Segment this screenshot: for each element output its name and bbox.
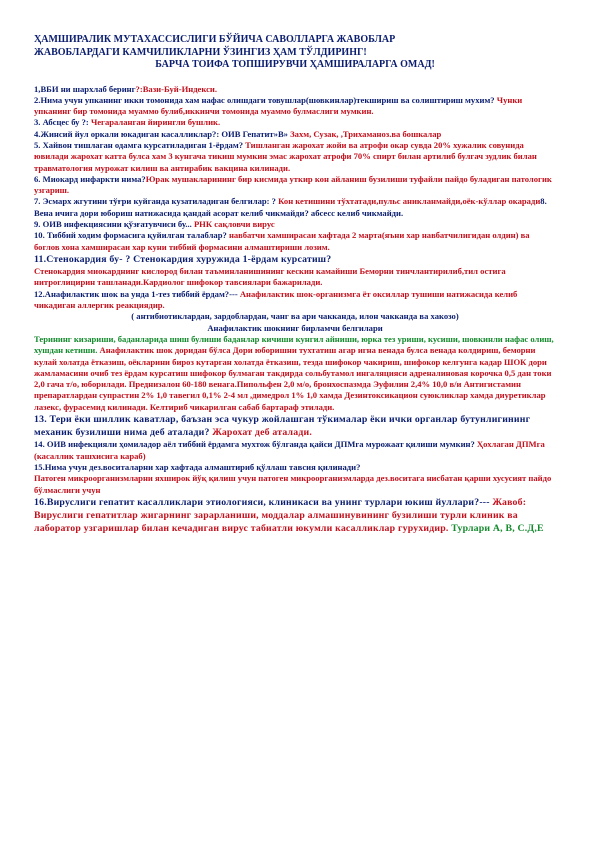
- question-15: 15.Нима учун дез.воситаларни хар хафтада алмаштириб қўллаш тавсия қилинади?: [34, 462, 361, 473]
- question-10: 10. Тиббий ходим формасига қуйилган талаблар? навбатчи хамширасаи хафтада 2 марта(яъни хар навбатчилигидан олдин) ва боглов хона хамширасаи хар куни тиббий формасини алмаштириши лозим.: [34, 230, 530, 252]
- question-7: 7. Эсмарх жгутини тўғри куйганда кузатиладиган белгилар: ? Кон кетишини тўхтатади,пульс аникланмайди,оёк-кўллар окаради8. Вена ичига дори юбориш натижасида қандай асорат келиб чикмайди? абсесс келиб чикмайди.: [34, 196, 547, 218]
- question-16: 16.Вируслиги гепатит касалликлари этиологияси, клиникаси ва унинг турлари юкиш йуллари?--- Жавоб: Вируслиги гепатитлар жигарнинг зарарланиши, моддалар алмашинувининг бузилиши турли клиник ва лаборатор узгаришлар билан кечадиган вирус табиатли юкумли касалликлар гурухидир. Турлари А, В, С.Д,Е: [34, 496, 544, 535]
- question-11: 11.Стенокардия бу- ? Стенокардия хуружида 1-ёрдам курсатиш?: [34, 253, 332, 265]
- answer-12: Анафилактик шок-организмга ёт оксиллар тушиши натижасида келиб чикадиган аллергик реакциядир.: [34, 288, 518, 311]
- question-12: 12.Анафилактик шок ва унда 1-тез тиббий ёрдам?--- Анафилактик шок-организмга ёт оксиллар тушиши натижасида келиб чикадиган аллергик реакциядир.: [34, 288, 518, 311]
- anaphylaxis-symptoms: Терининг кизариши, баданларида шиш булиши баданлар кичиши кунгил айниши, юрка тез уриши, кусиши, шовкинли нафас олиш, хушдан кетиши. Анафилактик шок доридан бўлса Дори юборишни тухтатиш агар игна венада булса венада колдириш, беморни кулай холатда ётказиш, оёкларини бироз кутарган холатда ётказиш, тезда шифокор чакириш, шифокор келгунга кадар ШОК дори жамламасини очиб тез ёрдам курсатиш шифокор булмаган такдирда сольбутамол ингаляцияси адреналиновая корочка 0,5 дан токи 2,0 гача т/о, юборилади. Преднизалон 60-180 венага.Пипольфен 2,0 м/о, бронхоспазмда Эуфилин 2,4% 10,0 в/и Антигистамин препаратлардан супрастин 2% 1,0 тавегил 0,1% 2-4 мл ,димедрол 1% 1,0 хамда Дезинтоксикацион суюкликлар хамда диуретиклар лазекс, фурасемид килинади. Келтириб чикарилган сабаб бартараф этилади.: [34, 333, 554, 412]
- answer-14: Ҳохлаган ДПМга (касаллик ташхисига караб): [34, 439, 545, 461]
- answer-4: Захм, Сузак, ,Трихаманоз.ва бошкалар: [290, 128, 442, 139]
- question-4: 4.Жинсий йул оркали юкадиган касалликлар?: ОИВ Гепатит»В» Захм, Сузак, ,Трихаманоз.ва бошкалар: [34, 128, 442, 139]
- header-line-1: ҲАМШИРАЛИК МУТАХАССИСЛИГИ БЎЙИЧА САВОЛЛАРГА ЖАВОБЛАР: [34, 34, 396, 45]
- anaphylaxis-care: Дори юборишни тухтатиш агар игна венада булса венада колдириш, беморни кулай холатда ётказиш, оёкларини бироз кутарган холатда ётказиш, тезда шифокор чакириш, шифокор келгунга кадар ШОК дори жамламасини очиб тез ёрдам курсатиш шифокор булмаган такдирда сольбутамол ингаляцияси адреналиновая корочка 0,5 дан токи 2,0 гача т/о, юборилади. Преднизалон 60-180 венага.Пипольфен 2,0 м/о, бронхоспазмда Эуфилин 2,4% 10,0 в/и Антигистамин препаратлардан супрастин 2% 1,0 тавегил 0,1% 2-4 мл ,димедрол 1% 1,0 хамда Дезинтоксикацион суюкликлар хамда диуретиклар лазекс, фурасемид килинади. Келтириб чикарилган сабаб бартараф этилади.: [34, 345, 552, 412]
- question-9: 9. ОИВ инфекциясини қўзғатувчиси бу... РНК сақловчи вирус: [34, 219, 275, 230]
- answer-15: Патоген микроорганизмларни яхширок йўқ қилиш учун патоген микроорганизмларда дез.воситага нисбатан қарши хусусият пайдо бўлмаслиги учун: [34, 473, 552, 495]
- question-13: 13. Тери ёки шиллик каватлар, баъзан эса чукур жойлашган тўкималар ёки ички органлар бутунлигининг механик бузилиши нима деб аталади? Жарохат деб аталади.: [34, 414, 531, 439]
- document-header: [34, 34, 556, 72]
- answer-6: Юрак мушакларининг бир кисмида уткир кон айланиш бузилиши туфайли пайдо буладиган патологик узгариш.: [34, 173, 552, 196]
- answer-2: Чунки упканинг бир томонида муаммо булиб,иккинчи томонида муаммо булмаслиги мумкин.: [34, 94, 523, 117]
- answer-3: Чегараланган йирингли бушлик.: [90, 117, 221, 128]
- question-14: 14. ОИВ инфекцияли ҳомиладор аёл тиббий ёрдамга мухтож бўлганда қайси ДПМга мурожаат қилиши мумкин? Ҳохлаган ДПМга (касаллик ташхисига караб): [34, 439, 545, 461]
- answer-1: Вази-Буй-Индекси.: [142, 83, 218, 94]
- question-5: 5. Хайвон тишлаган одамга курсатиладиган 1-ёрдам? Тишланган жарохат жойи ва атрофи окар сувда 20% хужалик совунида ювилади жарохат катта булса хам 3 кунгача тикиш мумкин эмас жарохат атрофи 70% спирт билан артилиб булгач зудлик билан травматология мурожат килиш ва антирабик вакцина килинади.: [34, 139, 537, 173]
- question-3: 3. Абсцеc бу ?: Чегараланган йирингли бушлик.: [34, 117, 221, 128]
- answer-7: Кон кетишини тўхтатади,пульс аникланмайди,оёк-кўллар окаради: [278, 196, 541, 207]
- answer-13: Жарохат деб аталади.: [212, 427, 312, 439]
- anaphylaxis-symptoms-title: Анафилактик шокнинг бирламчи белгилари: [207, 322, 383, 333]
- question-6: 6. Миокард инфаркти нима?Юрак мушакларининг бир кисмида уткир кон айланиш бузилиши туфайли пайдо буладиган патологик узгариш.: [34, 173, 552, 196]
- header-line-2: ЖАВОБЛАРДАГИ КАМЧИЛИКЛАРНИ ЎЗИНГИЗ ҲАМ ТЎЛДИРИНГ!: [34, 46, 367, 58]
- answer-16: Жавоб: Вируслиги гепатитлар жигарнинг зарарланиши, моддалар алмашинувининг бузилиши турли клиник ва лаборатор узгаришлар билан кечадиган вирус табиатли юкумли касалликлар гурухидир.: [34, 496, 527, 535]
- hepatitis-types: Турлари А, В, С.Д,Е: [451, 523, 544, 535]
- answer-5: Тишланган жарохат жойи ва атрофи окар сувда 20% хужалик совунида ювилади жарохат катта булса хам 3 кунгача тикиш мумкин эмас жарохат атрофи 70% спирт билан артилиб булгач зудлик билан травматология мурожат килиш ва антирабик вакцина килинади.: [34, 139, 537, 173]
- answer-9: РНК сақловчи вирус: [193, 219, 275, 230]
- anaphylaxis-care-heading: Анафилактик шок доридан бўлса: [99, 345, 231, 356]
- question-2: 2.Нима учун упканинг икки томонида хам нафас олишдаги товушлар(шовкинлар)текшириш ва солиштириш мухим? Чунки упканинг бир томонида муаммо булиб,иккинчи томонида муаммо булмаслиги мумкин.: [34, 94, 523, 117]
- question-8: 8. Вена ичига дори юбориш натижасида қандай асорат келиб чикмайди? абсесс келиб чикмайди.: [34, 196, 547, 218]
- question-1: 1,ВБИ ни шархлаб беринг?:Вази-Буй-Индекси.: [34, 83, 218, 94]
- answer-10: навбатчи хамширасаи хафтада 2 марта(яъни хар навбатчилигидан олдин) ва боглов хона хамширасаи хар куни тиббий формасини алмаштириши лозим.: [34, 230, 530, 252]
- anaphylaxis-causes: ( антибиотиклардан, зардоблардан, чанг ва ари чакканда, илон чакканда ва хакозо): [131, 311, 459, 322]
- header-line-3: БАРЧА ТОИФА ТОПШИРУВЧИ ҲАМШИРАЛАРГА ОМАД!: [155, 59, 435, 70]
- answer-11: Стенокардия миокарднинг кислород билан таъминланишининг кескин камайиши Беморни тинчлантирилиб,тил остига нитроглицирин ташланади.Кардиолог шифокор тавсиялари бажарилади.: [34, 266, 506, 288]
